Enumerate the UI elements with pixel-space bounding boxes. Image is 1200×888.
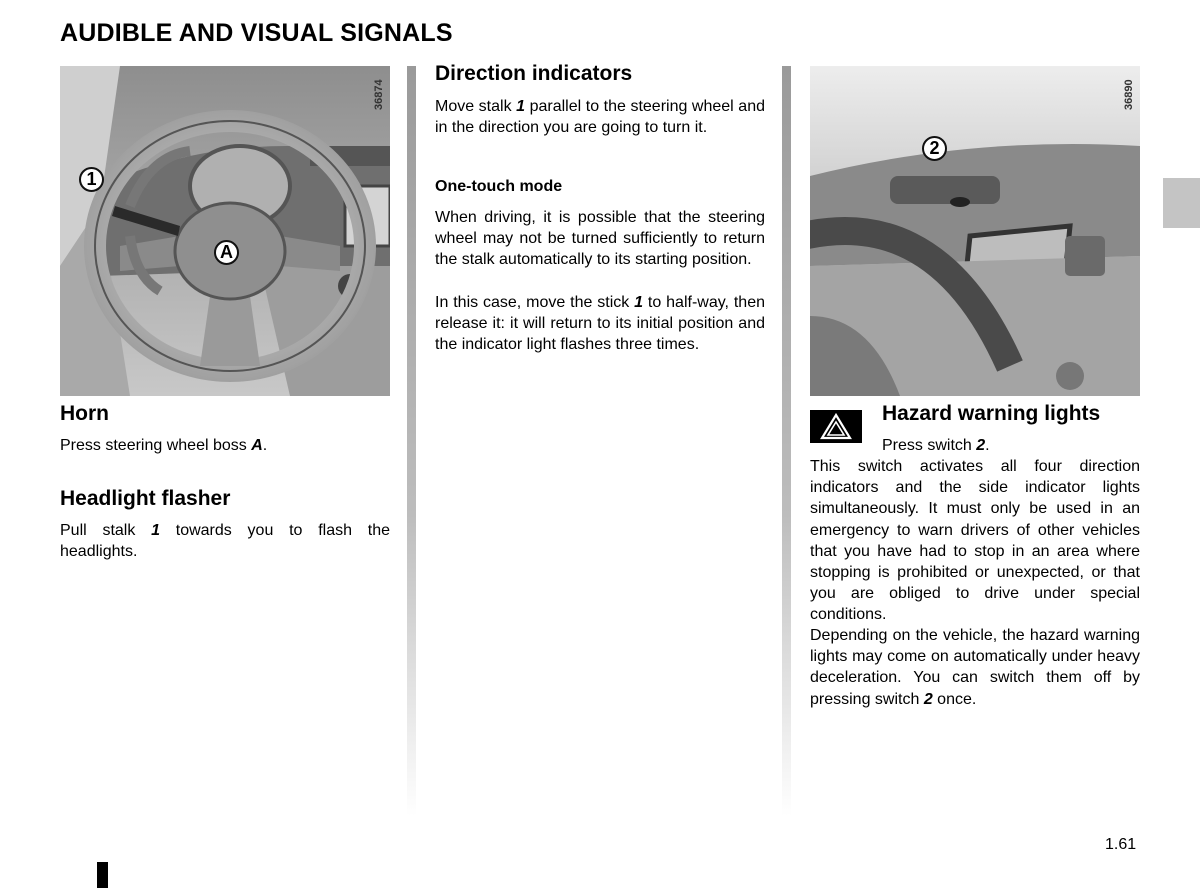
- figure-reference: 36874: [373, 79, 385, 110]
- page-number: 1.61: [1105, 836, 1137, 853]
- one-touch-mode-text-2: In this case, move the stick 1 to half-way, then release it: it will return to its initial position and the indicator light flashes three times.: [435, 294, 766, 354]
- callout-boss-a: A: [214, 240, 239, 265]
- hazard-triangle-icon: [810, 410, 862, 443]
- column-divider: [407, 66, 416, 816]
- hazard-text: This switch activates all four direction indicators and the side indicator lights simultaneously. It must only be used in an emergency to warn drivers of other vehicles that you have had to stop in an area where stopping is prohibited or unexpected, or that you are obliged to drive under special conditions.: [810, 458, 1140, 624]
- one-touch-mode-text: When driving, it is possible that the steering wheel may not be turned sufficiently to return the stalk automatically to its starting position.: [435, 209, 765, 269]
- horn-text: Press steering wheel boss A.: [60, 437, 268, 454]
- hazard-press-text: Press switch 2.: [882, 437, 990, 454]
- column-divider: [782, 66, 791, 816]
- hazard-switch-figure: [810, 66, 1140, 396]
- headlight-flasher-heading: Headlight flasher: [60, 487, 231, 510]
- headlight-flasher-text: Pull stalk 1 towards you to flash the headlights.: [60, 522, 390, 561]
- one-touch-mode-heading: One-touch mode: [435, 178, 563, 195]
- page-title: AUDIBLE AND VISUAL SIGNALS: [60, 19, 453, 47]
- corner-mark: [97, 862, 108, 888]
- direction-indicators-text: Move stalk 1 parallel to the steering wheel and in the direction you are going to turn it.: [435, 98, 765, 137]
- figure-reference: 36890: [1123, 79, 1135, 110]
- direction-indicators-heading: Direction indicators: [435, 62, 633, 85]
- steering-wheel-illustration: [60, 66, 390, 396]
- callout-stalk-1: 1: [79, 167, 104, 192]
- dashboard-illustration: [810, 66, 1140, 396]
- hazard-heading: Hazard warning lights: [882, 402, 1101, 425]
- steering-wheel-figure: [60, 66, 390, 396]
- chapter-tab: [1163, 178, 1200, 228]
- callout-switch-2: 2: [922, 136, 947, 161]
- horn-heading: Horn: [60, 402, 109, 425]
- hazard-text-2: Depending on the vehicle, the hazard warning lights may come on automatically under heavy deceleration. You can switch them off by pressing switch 2 once.: [810, 627, 1140, 708]
